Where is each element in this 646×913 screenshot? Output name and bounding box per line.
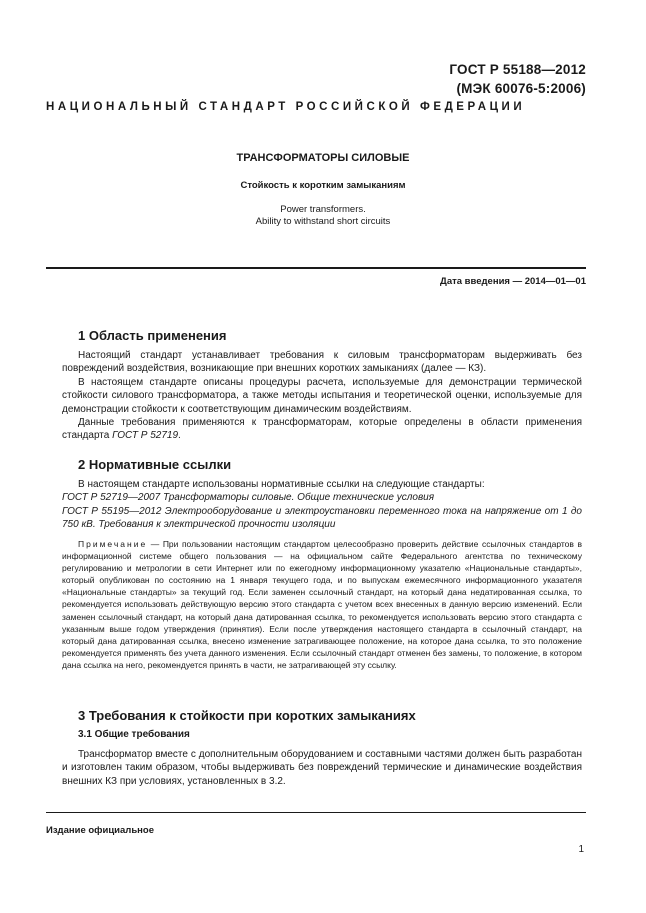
introduction-date: Дата введения — 2014—01—01 xyxy=(440,276,586,287)
section-3-heading: 3 Требования к стойкости при коротких замыканиях xyxy=(78,708,416,723)
iec-reference: (МЭК 60076-5:2006) xyxy=(456,81,586,96)
subtitle-russian: Стойкость к коротким замыканиям xyxy=(240,180,406,191)
section-2-intro: В настоящем стандарте использованы нормативные ссылки на следующие стандарты: xyxy=(78,479,485,490)
section-1-paragraph-2: В настоящем стандарте описаны процедуры расчета, используемые для демонстрации термической стойкости силового трансформатора, а также методы испытания и теоретической оценки, используемые для демонстрации стойкости к соответствующим динамическим воздействиям. xyxy=(62,377,582,415)
section-1-heading: 1 Область применения xyxy=(78,328,227,343)
title-russian: ТРАНСФОРМАТОРЫ СИЛОВЫЕ xyxy=(236,152,410,164)
section-1-paragraph-3: Данные требования применяются к трансформаторам, которые определены в области применения стандарта ГОСТ Р 52719. xyxy=(62,417,582,442)
normative-reference-2: ГОСТ Р 55195—2012 Электрооборудование и электроустановки переменного тока на напряжение от 1 до 750 кВ. Требования к электрической прочности изоляции xyxy=(62,506,582,531)
gost-number: ГОСТ Р 55188—2012 xyxy=(449,62,586,77)
normative-reference-1: ГОСТ Р 52719—2007 Трансформаторы силовые. Общие технические условия xyxy=(62,492,435,503)
national-standard-banner: НАЦИОНАЛЬНЫЙ СТАНДАРТ РОССИЙСКОЙ ФЕДЕРАЦИИ xyxy=(46,101,526,113)
title-english-line2: Ability to withstand short circuits xyxy=(255,216,391,227)
note-label: Примечание xyxy=(78,539,148,549)
section-1-paragraph-1: Настоящий стандарт устанавливает требования к силовым трансформаторам выдерживать без повреждений воздействия, возникающие при внешних коротких замыканиях (далее — КЗ). xyxy=(62,350,582,375)
page-number: 1 xyxy=(578,844,584,855)
section-2-heading: 2 Нормативные ссылки xyxy=(78,457,232,472)
gost-52719-link: ГОСТ Р 52719 xyxy=(112,430,179,442)
footer-divider xyxy=(46,812,586,813)
subsection-3-1-heading: 3.1 Общие требования xyxy=(78,729,190,740)
official-edition: Издание официальное xyxy=(46,825,154,836)
title-english xyxy=(0,204,646,228)
header-divider xyxy=(46,267,586,269)
title-english-line1: Power transformers. xyxy=(280,204,366,215)
section-3-paragraph-1: Трансформатор вместе с дополнительным оборудованием и составными частями должен быть разработан и изготовлен таким образом, чтобы выдерживать без повреждений термические и динамические воздействия внешних КЗ при условиях, установленных в 3.2. xyxy=(62,749,582,787)
section-2-note: Примечание — При пользовании настоящим стандартом целесообразно проверить действие ссылочных стандартов в информационной системе общего пользования — на официальном сайте Федерального агентства по техническому регулированию и метрологии в сети Интернет или по ежегодному информационному указателю «Национальные стандарты», который опубликован по состоянию на 1 января текущего года, и по выпускам ежемесячного информационного указателя «Национальные стандарты» за текущий год. Если заменен ссылочный стандарт, на который дана недатированная ссылка, то рекомендуется использовать действующую версию этого стандарта с учетом всех внесенных в данную версию изменений. Если заменен ссылочный стандарт, на который дана датированная ссылка, то рекомендуется использовать версию этого стандарта с указанным выше годом утверждения (принятия). Если после утверждения настоящего стандарта в ссылочный стандарт, на который дана датированная ссылка, внесено изменение затрагивающее положение, на которое дана ссылка, то это положение рекомендуется применять без учета данного изменения. Если ссылочный стандарт отменен без замены, то положение, в котором дана ссылка на него, рекомендуется принять в части, не затрагивающей эту ссылку. xyxy=(62,539,582,670)
